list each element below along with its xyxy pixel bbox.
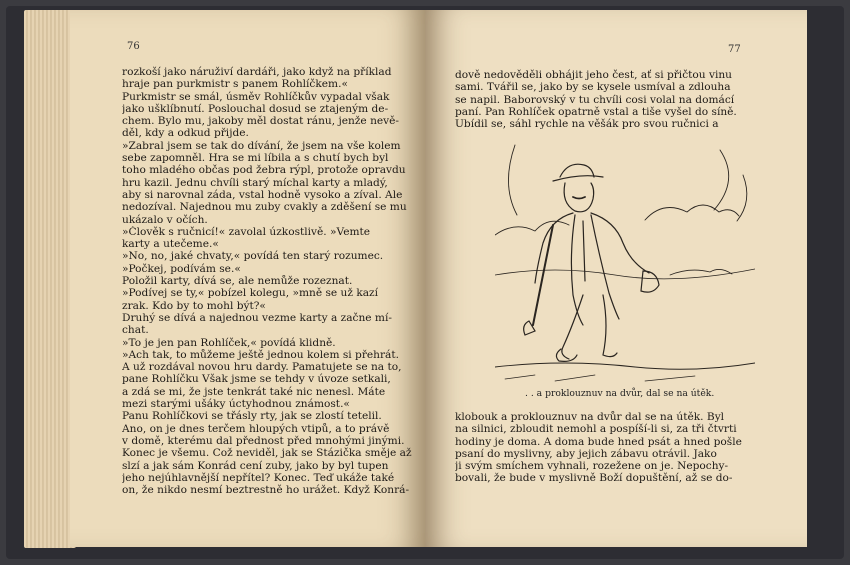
page-body-text-bottom bbox=[455, 411, 755, 485]
text-line: aby si narovnal záda, vstal hodně vysoko a zíval. Ale bbox=[122, 188, 403, 201]
text-line: »No, no, jaké chvaty,« povídá ten starý rozumec. bbox=[122, 250, 384, 263]
text-line: Druhý se dívá a najednou vezme karty a začne mí- bbox=[122, 311, 392, 324]
text-line: bovali, že bude v myslivně Boží dopuštění, až se do- bbox=[455, 472, 733, 485]
text-line: slzí a jak sám Konrád cení zuby, jako by byl tupen bbox=[122, 459, 389, 472]
text-line: se napil. Baborovský v tu chvíli cosi volal na domácí bbox=[455, 93, 735, 106]
text-line: Panu Rohlíčkovi se třásly rty, jak se zlostí tetelil. bbox=[122, 410, 382, 423]
text-line: chem. Bylo mu, jakoby měl dostat ránu, jenže nevě- bbox=[122, 115, 399, 128]
text-line: Položil karty, dívá se, ale nemůže rozeznat. bbox=[122, 275, 353, 288]
text-line: jeho nejúhlavnější nepřítel? Konec. Teď ukáže také bbox=[122, 471, 395, 484]
text-line: Ano, on je dnes terčem hloupých vtipů, a to právě bbox=[122, 422, 390, 435]
text-line: dově nedověděli obhájit jeho čest, ať si přičtou vinu bbox=[455, 69, 732, 81]
text-line: »Podívej se ty,« pobízel kolegu, »mně se už kazí bbox=[122, 287, 379, 300]
page-number: 76 bbox=[127, 41, 140, 52]
text-line: karty a utečeme.« bbox=[122, 238, 219, 251]
text-line: hodiny je doma. A doma bude hned psát a hned pošle bbox=[455, 435, 742, 448]
right-page bbox=[425, 10, 807, 547]
text-line: jako ušklíbnutí. Poslouchal dosud se ztajeným de- bbox=[122, 102, 389, 115]
text-line: psaní do myslivny, aby jejich zábavu otrávil. Jako bbox=[455, 447, 717, 460]
text-line: paní. Pan Rohlíček opatrně vstal a tiše vyšel do síně. bbox=[455, 105, 737, 118]
text-line: hraje pan purkmistr s panem Rohlíčkem.« bbox=[122, 78, 348, 91]
text-line: »Zabral jsem se tak do dívání, že jsem na vše kolem bbox=[122, 139, 401, 152]
text-line: rozkoší jako náruživí dardáři, jako když na příklad bbox=[122, 66, 392, 78]
page-body-text bbox=[122, 66, 412, 496]
page-edges bbox=[24, 10, 76, 548]
text-line: »Počkej, podívám se.« bbox=[122, 262, 241, 275]
text-line: a zdá se mi, že jste tenkrát také nic nenesl. Máte bbox=[122, 385, 386, 398]
text-line: pane Rohlíčku Však jsme se tehdy v úvoze setkali, bbox=[122, 373, 391, 386]
hunter-with-rifle-illustration bbox=[495, 135, 755, 385]
text-line: chat. bbox=[122, 324, 149, 337]
text-line: Ubídil se, sáhl rychle na věšák pro svou ručnici a bbox=[455, 118, 719, 131]
text-line: mezi starými ušáky úctyhodnou známost.« bbox=[122, 398, 350, 411]
text-line: »Ach tak, to můžeme ještě jednou kolem si přehrát. bbox=[122, 348, 399, 361]
text-line: »To je jen pan Rohlíček,« povídá klidně. bbox=[122, 336, 336, 349]
text-line: v domě, kterému dal přednost před mnohými jinými. bbox=[122, 434, 405, 447]
text-line: Konec je všemu. Což neviděl, jak se Stázička směje až bbox=[122, 447, 412, 460]
text-line: ji svým smíchem vyhnali, rozežene on je. Nepochy- bbox=[455, 460, 729, 473]
text-line: sami. Tvářil se, jako by se kysele usmíval a zdlouha bbox=[455, 81, 731, 94]
text-line: sebe zapomněl. Hra se mi líbila a s chutí bych byl bbox=[122, 152, 389, 165]
page-number: 77 bbox=[728, 44, 741, 55]
text-line: »Člověk s ručnicí!« zavolal úzkostlivě. »Vemte bbox=[122, 225, 371, 238]
text-line: Purkmistr se smál, úsměv Rohlíčkův vypadal však bbox=[122, 90, 390, 103]
text-line: A už rozdával novou hru dardy. Pamatujete se na to, bbox=[122, 361, 402, 374]
left-page bbox=[70, 10, 425, 547]
text-line: on, že nikdo nesmí beztrestně ho urážet. Když Konrá- bbox=[122, 484, 410, 497]
text-line: na silnici, zbloudit nemohl a pospíší-li si, za tři čtvrti bbox=[455, 423, 737, 436]
text-line: děl, kdy a odkud přijde. bbox=[122, 127, 249, 140]
text-line: klobouk a proklouznuv na dvůr dal se na útěk. Byl bbox=[455, 411, 725, 423]
text-line: ukázalo v očích. bbox=[122, 213, 208, 226]
text-line: hru kazil. Jednu chvíli starý míchal karty a mladý, bbox=[122, 176, 388, 189]
page-body-text-top bbox=[455, 69, 755, 130]
text-line: zrak. Kdo by to mohl být?« bbox=[122, 299, 266, 312]
text-line: toho mladého občas pod žebra rýpl, protože opravdu bbox=[122, 164, 406, 177]
illustration-caption: . . a proklouznuv na dvůr, dal se na útěk. bbox=[525, 388, 715, 399]
text-line: nedozíval. Najednou mu zuby cvakly a zděšení se mu bbox=[122, 201, 407, 214]
